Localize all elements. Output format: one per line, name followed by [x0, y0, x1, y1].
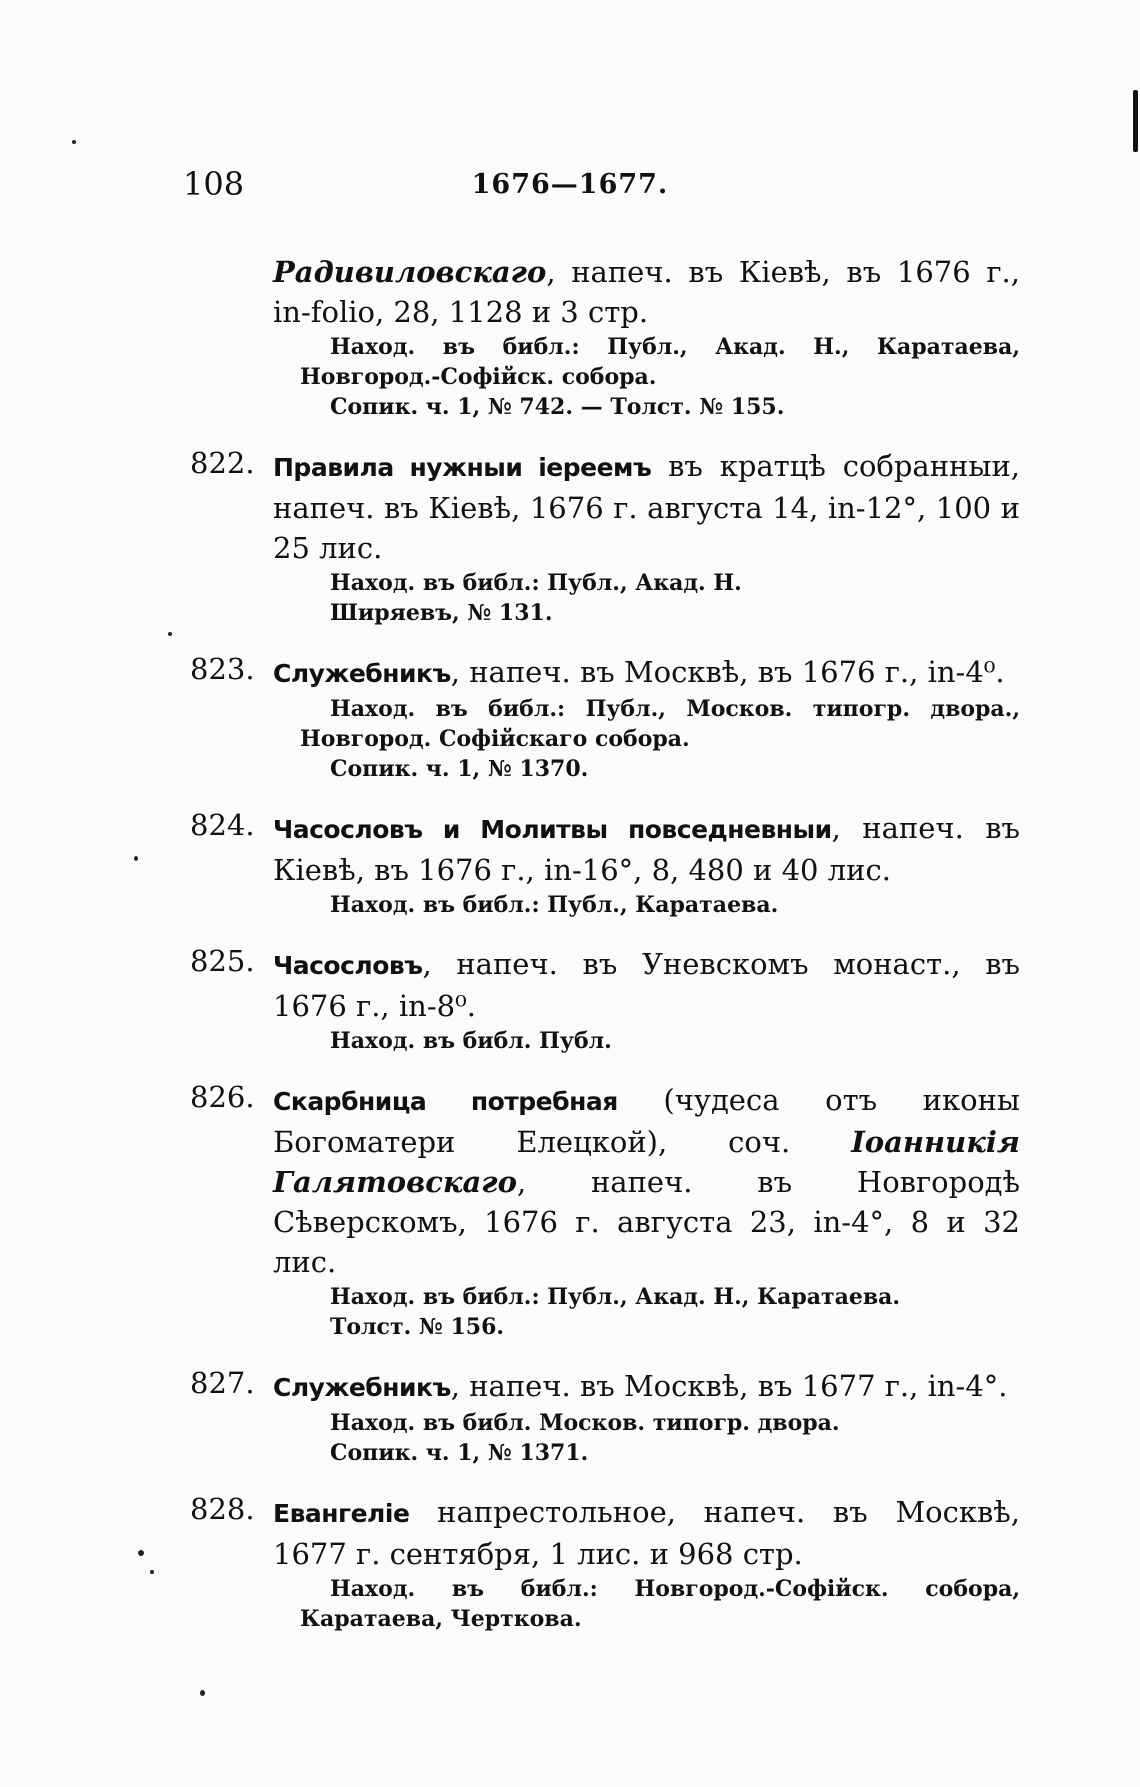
reference-note: Сопик. ч. 1, № 742. — Толст. № 155.	[330, 394, 785, 420]
entry-number: 825.	[190, 944, 255, 978]
entry-number: 828.	[190, 1492, 255, 1526]
entry-body: напрестольное, напеч. въ Москвѣ, 1677 г. сентября, 1 лис. и 968 стр.	[273, 1495, 1020, 1571]
italic-text: Радивиловскаго	[273, 255, 547, 289]
page-number: 108	[183, 165, 245, 203]
location-note: Наход. въ библ.: Публ., Каратаева.	[330, 892, 779, 918]
scan-edge-mark	[1133, 90, 1138, 152]
running-head: 1676—1677.	[471, 169, 669, 200]
location-note: Наход. въ библ.: Публ., Акад. Н., Каратаева, Новгород.-Софійск. собора.	[300, 334, 1020, 390]
reference-note: Сопик. ч. 1, № 1370.	[330, 756, 589, 782]
entry-826	[190, 1080, 1020, 1342]
entry-828	[190, 1492, 1020, 1634]
entry-number: 822.	[190, 446, 255, 480]
page-body	[190, 252, 1020, 1658]
scan-speck	[168, 632, 172, 636]
scan-speck	[134, 856, 138, 861]
scan-speck	[72, 140, 76, 144]
entry-body: (чудеса отъ иконы Богоматери Елецкой), соч.	[273, 1083, 1021, 1159]
scan-speck	[138, 1550, 144, 1556]
entry-title: Служебникъ	[273, 1373, 451, 1402]
entry-text	[273, 1492, 1020, 1574]
location-note: Наход. въ библ. Публ.	[330, 1028, 612, 1054]
entry-body: , напеч. въ Уневскомъ монаст., въ 1676 г., in-8⁰.	[273, 947, 1020, 1023]
entry-number: 824.	[190, 808, 255, 842]
entry-body: въ кратцѣ собранныи, напеч. въ Кіевѣ, 1676 г. августа 14, in-12°, 100 и 25 лис.	[273, 449, 1020, 565]
entry-title: Часословъ и Молитвы повседневныи	[273, 815, 832, 844]
entry-824	[190, 808, 1020, 920]
entry-title: Скарбница потребная	[273, 1087, 618, 1116]
entry-text	[273, 446, 1020, 568]
location-note: Наход. въ библ.: Новгород.-Софійск. собора, Каратаева, Черткова.	[300, 1576, 1020, 1632]
scan-speck	[200, 1690, 205, 1696]
entry-text	[273, 944, 1020, 1026]
author-name: Іоанникія Галятовскаго	[273, 1125, 1020, 1199]
reference-note: Ширяевъ, № 131.	[330, 600, 553, 626]
location-note: Наход. въ библ. Москов. типогр. двора.	[330, 1410, 840, 1436]
location-note: Наход. въ библ.: Публ., Акад. Н.	[330, 570, 742, 596]
reference-note: Сопик. ч. 1, № 1371.	[330, 1440, 589, 1466]
entry-body-cont: , напеч. въ Новгородѣ Сѣверскомъ, 1676 г. августа 23, in-4°, 8 и 32 лис.	[273, 1165, 1020, 1279]
entry-title: Правила нужныи іереемъ	[273, 453, 652, 482]
entry-body: , напеч. въ Кіевѣ, въ 1676 г., in-16°, 8, 480 и 40 лис.	[273, 811, 1020, 887]
entry-body: , напеч. въ Москвѣ, въ 1676 г., in-4⁰.	[450, 655, 1005, 689]
entry-title: Часословъ	[273, 951, 423, 980]
entry-number: 827.	[190, 1366, 255, 1400]
entry-text	[273, 1366, 1020, 1408]
location-note: Наход. въ библ.: Публ., Акад. Н., Каратаева.	[330, 1284, 901, 1310]
entry-text	[273, 652, 1020, 694]
entry-number: 826.	[190, 1080, 255, 1114]
entry-body: , напеч. въ Кіевѣ, въ 1676 г., in-folio, 28, 1128 и 3 стр.	[273, 255, 1020, 329]
location-note: Наход. въ библ.: Публ., Москов. типогр. двора., Новгород. Софійскаго собора.	[300, 696, 1020, 752]
entry-825	[190, 944, 1020, 1056]
continuation-entry	[190, 252, 1020, 422]
entry-823	[190, 652, 1020, 784]
entry-number: 823.	[190, 652, 255, 686]
entry-822	[190, 446, 1020, 628]
entry-text	[273, 1080, 1020, 1282]
entry-title: Служебникъ	[273, 659, 451, 688]
entry-text	[273, 252, 1020, 332]
reference-note: Толст. № 156.	[330, 1314, 505, 1340]
page-header	[0, 165, 1140, 215]
entry-title: Евангеліе	[273, 1499, 410, 1528]
entry-827	[190, 1366, 1020, 1468]
scan-speck	[150, 1570, 154, 1574]
entry-text	[273, 808, 1020, 890]
entry-body: , напеч. въ Москвѣ, въ 1677 г., in-4°.	[450, 1369, 1008, 1403]
